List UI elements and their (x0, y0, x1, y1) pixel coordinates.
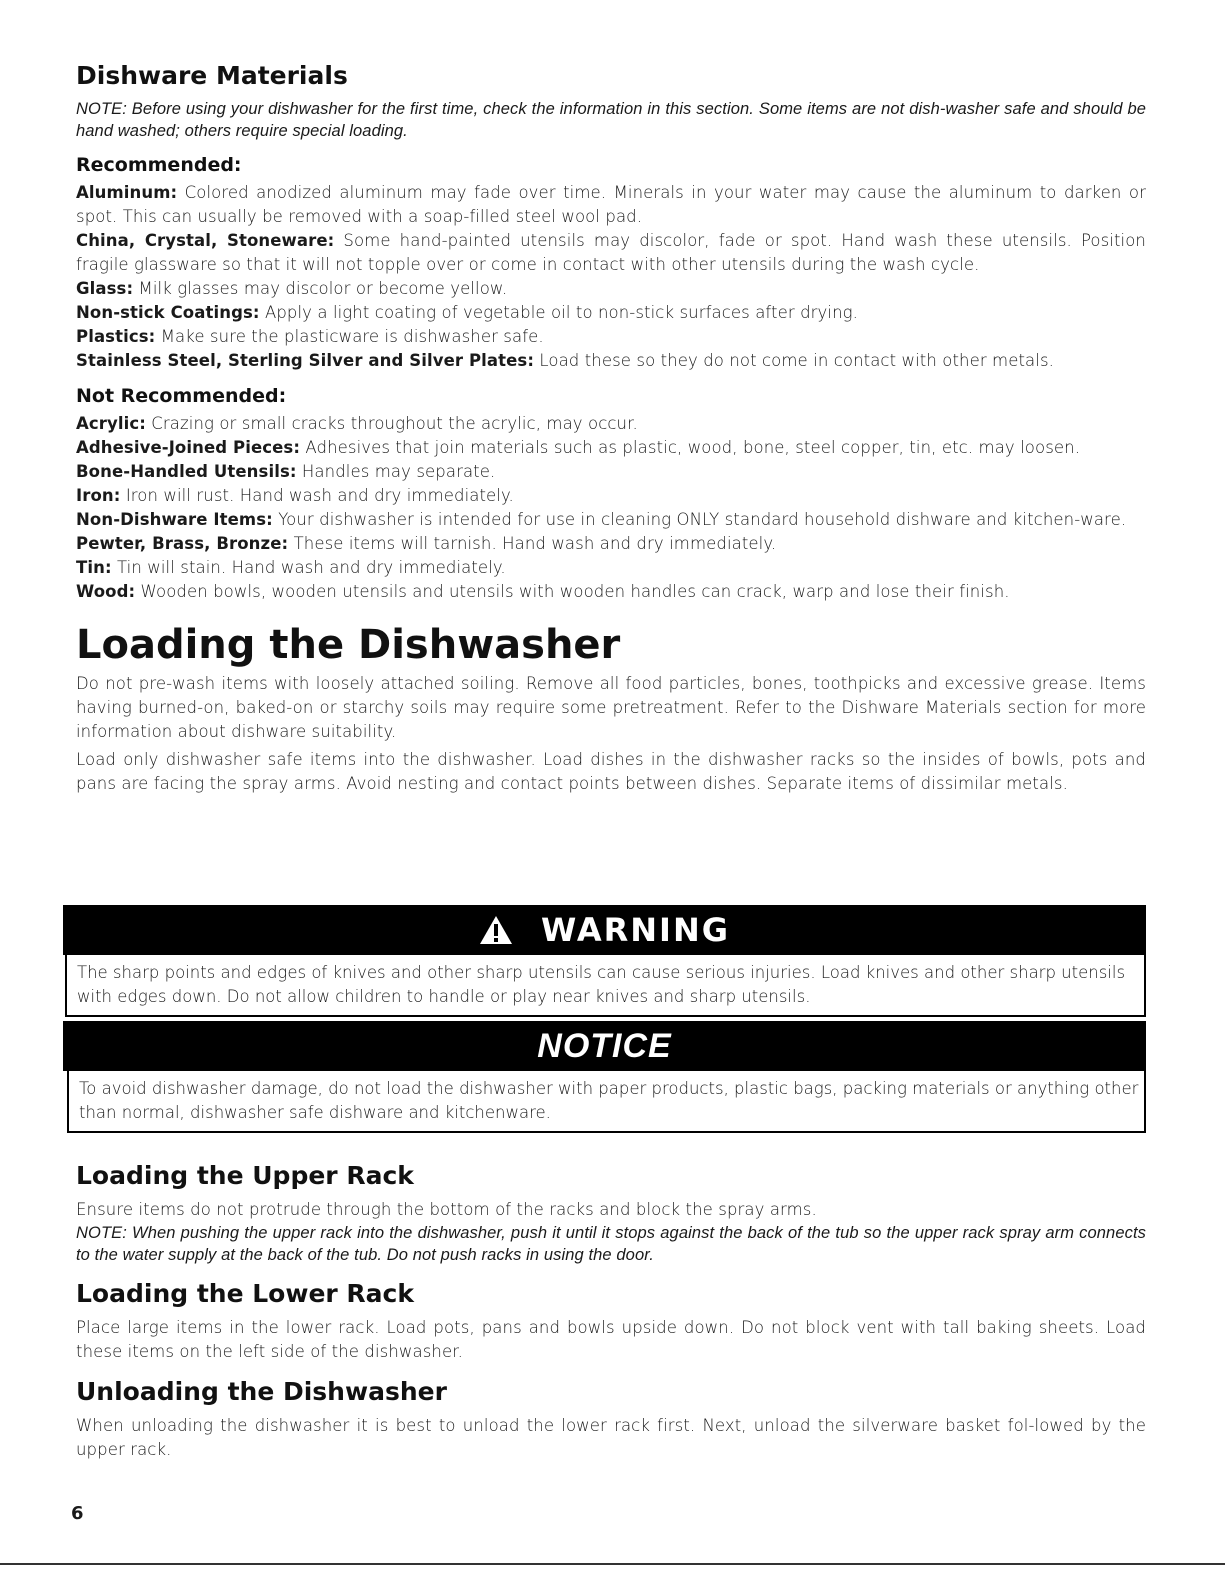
item-text: Apply a light coating of vegetable oil to non-stick surfaces after drying. (259, 303, 858, 322)
item-term: Plastics: (76, 327, 156, 346)
list-item (76, 277, 1146, 301)
item-term: Iron: (76, 486, 121, 505)
list-item (76, 484, 1146, 508)
item-text: Colored anodized aluminum may fade over time. Minerals in your water may cause the aluminum to darken or spot. This can usually be removed with a soap-filled steel wool pad. (76, 183, 1146, 226)
warning-triangle-icon (479, 909, 513, 959)
item-term: Acrylic: (76, 414, 146, 433)
upper-rack-note: NOTE: When pushing the upper rack into the dishwasher, push it until it stops against the back of the tub so the upper rack spray arm connects to the water supply at the back of the tub. Do not push racks in using the door. (76, 1224, 1146, 1264)
lower-rack-text: Place large items in the lower rack. Load pots, pans and bowls upside down. Do not block vent with tall baking sheets. Load these items on the left side of the dishwasher. (76, 1318, 1146, 1361)
rack-sections (76, 1160, 1146, 1462)
list-item (76, 412, 1146, 436)
list-item (76, 580, 1146, 604)
loading-paragraph-1: Do not pre-wash items with loosely attached soiling. Remove all food particles, bones, toothpicks and excessive grease. Items having burned-on, baked-on or starchy soils may require some pretreatment. Refer to the Dishware Materials section for more information about dishware suitability. (76, 674, 1146, 741)
upper-rack-heading: Loading the Upper Rack (76, 1161, 414, 1190)
item-term: Aluminum: (76, 183, 178, 202)
list-item (76, 229, 1146, 277)
notice-header: NOTICE (63, 1021, 1146, 1071)
item-term: China, Crystal, Stoneware: (76, 231, 335, 250)
item-term: Adhesive-Joined Pieces: (76, 438, 301, 457)
recommended-list (76, 181, 1146, 373)
item-text: Some hand-painted utensils may discolor, fade or spot. Hand wash these utensils. Position fragile glassware so that it will not topple over or come in contact with other utensils during the wash cycle. (76, 231, 1146, 274)
list-item (76, 460, 1146, 484)
item-term: Glass: (76, 279, 134, 298)
item-text: Iron will rust. Hand wash and dry immediately. (120, 486, 514, 505)
item-text: Wooden bowls, wooden utensils and utensils with wooden handles can crack, warp and lose their finish. (135, 582, 1010, 601)
item-text: These items will tarnish. Hand wash and dry immediately. (288, 534, 777, 553)
item-term: Non-stick Coatings: (76, 303, 260, 322)
list-item (76, 181, 1146, 229)
list-item (76, 556, 1146, 580)
not-recommended-list (76, 412, 1146, 604)
bottom-rule (0, 1563, 1225, 1565)
item-term: Wood: (76, 582, 136, 601)
not-recommended-heading: Not Recommended: (76, 385, 287, 407)
page-number: 6 (71, 1503, 84, 1524)
loading-paragraph-2: Load only dishwasher safe items into the dishwasher. Load dishes in the dishwasher racks so the insides of bowls, pots and pans are facing the spray arms. Avoid nesting and contact points between dishes. Separate items of dissimilar metals. (76, 750, 1146, 793)
list-item (76, 301, 1146, 325)
item-text: Adhesives that join materials such as plastic, wood, bone, steel copper, tin, etc. may loosen. (300, 438, 1081, 457)
upper-rack-text: Ensure items do not protrude through the bottom of the racks and block the spray arms. (76, 1200, 817, 1219)
item-term: Pewter, Brass, Bronze: (76, 534, 289, 553)
item-text: Your dishwasher is intended for use in cleaning ONLY standard household dishware and kitchen-ware. (272, 510, 1127, 529)
notice-box (63, 1021, 1146, 1133)
warning-text: The sharp points and edges of knives and other sharp utensils can cause serious injuries. Load knives and other sharp utensils with edges down. Do not allow children to handle or play near knives and sharp utensils. (65, 955, 1146, 1017)
item-term: Non-Dishware Items: (76, 510, 273, 529)
item-text: Load these so they do not come in contact with other metals. (534, 351, 1054, 370)
warning-box (63, 905, 1146, 1017)
item-text: Crazing or small cracks throughout the acrylic, may occur. (145, 414, 638, 433)
list-item (76, 532, 1146, 556)
list-item (76, 436, 1146, 460)
unloading-text: When unloading the dishwasher it is best to unload the lower rack first. Next, unload the silverware basket fol-lowed by the upper rack. (76, 1416, 1146, 1459)
item-text: Tin will stain. Hand wash and dry immediately. (111, 558, 506, 577)
item-term: Tin: (76, 558, 112, 577)
warning-header (63, 905, 1146, 955)
lower-rack-heading: Loading the Lower Rack (76, 1279, 415, 1308)
page-content (76, 60, 1146, 800)
item-term: Stainless Steel, Sterling Silver and Silver Plates: (76, 351, 535, 370)
item-text: Make sure the plasticware is dishwasher safe. (155, 327, 544, 346)
item-term: Bone-Handled Utensils: (76, 462, 297, 481)
notice-text: To avoid dishwasher damage, do not load the dishwasher with paper products, plastic bags, packing materials or anything other than normal, dishwasher safe dishware and kitchenware. (67, 1071, 1146, 1133)
loading-heading: Loading the Dishwasher (76, 622, 621, 668)
list-item (76, 508, 1146, 532)
unloading-heading: Unloading the Dishwasher (76, 1377, 447, 1406)
warning-label: WARNING (541, 911, 730, 949)
dishware-materials-heading: Dishware Materials (76, 61, 348, 90)
list-item (76, 325, 1146, 349)
recommended-heading: Recommended: (76, 154, 242, 176)
materials-note: NOTE: Before using your dishwasher for the first time, check the information in this section. Some items are not dish-washer safe and should be hand washed; others require special loading. (76, 100, 1146, 140)
item-text: Handles may separate. (296, 462, 496, 481)
list-item (76, 349, 1146, 373)
item-text: Milk glasses may discolor or become yellow. (133, 279, 508, 298)
